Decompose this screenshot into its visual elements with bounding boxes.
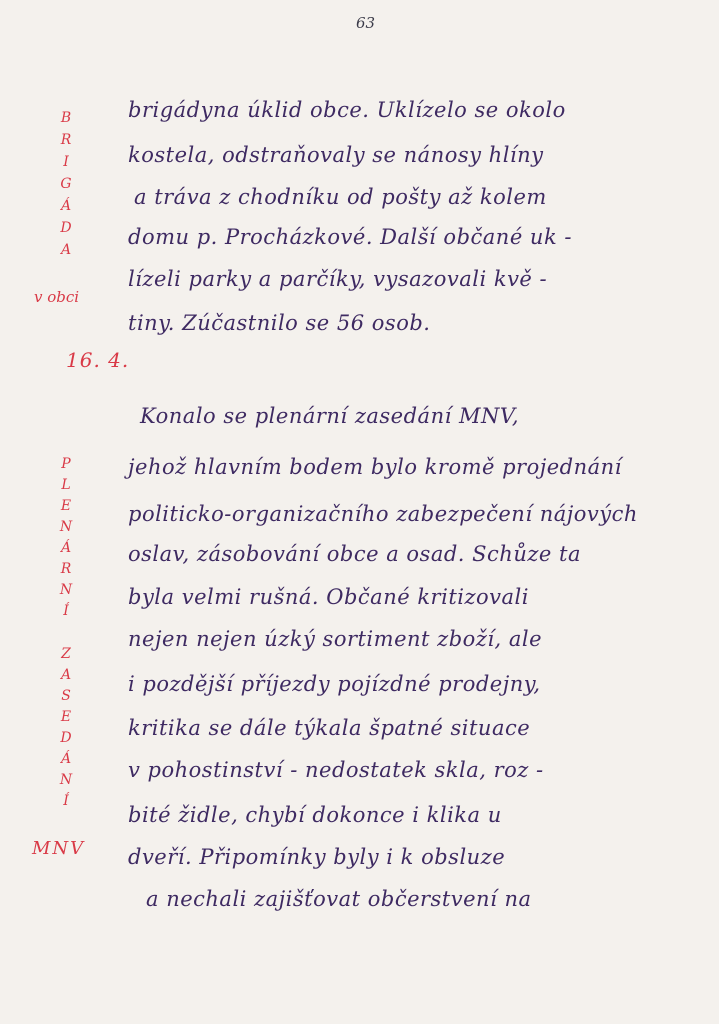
margin-letter: N [59, 519, 73, 535]
margin-letter: S [61, 688, 71, 704]
margin-letter: R [60, 132, 72, 148]
margin-letter: G [60, 176, 72, 192]
margin-letter: L [61, 477, 71, 493]
text-line: byla velmi rušná. Občané kritizovali [128, 585, 529, 609]
margin-letter: Í [63, 603, 69, 619]
page-number: 63 [356, 14, 376, 32]
margin-note-v-obci: v obci [34, 288, 80, 306]
margin-letter: Á [60, 540, 72, 556]
text-line: oslav, zásobování obce a osad. Schůze ta [128, 542, 581, 566]
text-line: Konalo se plenární zasedání MNV, [140, 404, 520, 428]
margin-letter: B [60, 110, 72, 126]
margin-letter: Á [60, 751, 72, 767]
text-line: domu p. Procházkové. Další občané uk - [128, 225, 572, 249]
text-line: a nechali zajišťovat občerstvení na [146, 887, 532, 911]
text-line: kostela, odstraňovaly se nánosy hlíny [128, 143, 544, 167]
margin-letter: A [60, 667, 72, 683]
margin-letter: N [59, 772, 73, 788]
margin-letter: Z [61, 646, 71, 662]
margin-note-mnv: MNV [32, 838, 86, 859]
margin-letter: E [60, 498, 72, 514]
text-line: nejen nejen úzký sortiment zboží, ale [128, 627, 543, 651]
margin-letter: A [60, 242, 72, 258]
margin-letter: Í [63, 793, 69, 809]
text-line: jehož hlavním bodem bylo kromě projednání [128, 455, 622, 479]
margin-date: 16. 4. [66, 348, 130, 372]
margin-letter: I [63, 154, 69, 170]
margin-letter: E [60, 709, 72, 725]
text-line: brigádyna úklid obce. Uklízelo se okolo [128, 98, 566, 122]
text-line: politicko-organizačního zabezpečení nájových [128, 502, 638, 526]
text-line: kritika se dále týkala špatné situace [128, 716, 531, 740]
margin-letter: D [60, 730, 72, 746]
margin-letter: D [60, 220, 72, 236]
text-line: a tráva z chodníku od pošty až kolem [134, 185, 547, 209]
text-line: lízeli parky a parčíky, vysazovali kvě - [128, 267, 548, 291]
margin-letter: N [59, 582, 73, 598]
text-line: tiny. Zúčastnilo se 56 osob. [128, 311, 431, 335]
margin-letter: Á [60, 198, 72, 214]
margin-letter: P [61, 456, 71, 472]
text-line: v pohostinství - nedostatek skla, roz - [128, 758, 544, 782]
text-line: i pozdější příjezdy pojízdné prodejny, [128, 672, 541, 696]
text-line: bité židle, chybí dokonce i klika u [128, 803, 502, 827]
text-line: dveří. Připomínky byly i k obsluze [128, 845, 506, 869]
margin-letter: R [60, 561, 72, 577]
